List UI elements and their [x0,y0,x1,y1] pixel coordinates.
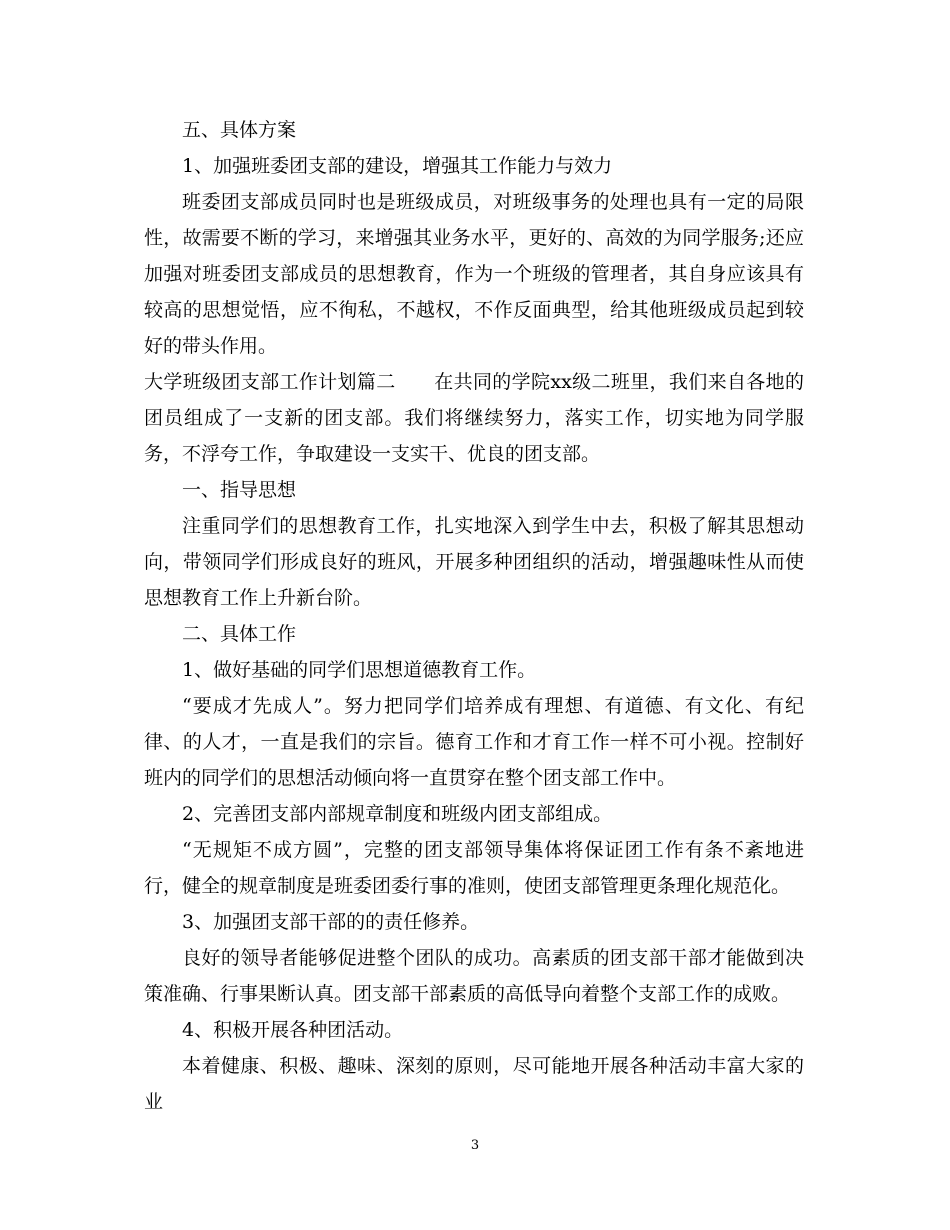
section-heading-guiding-ideology: 一、指导思想 [182,479,297,501]
section-heading-plan: 五、具体方案 [182,119,297,141]
subheading-rules: 2、完善团支部内部规章制度和班级内团支部组成。 [182,803,613,825]
paragraph-guiding-ideology: 注重同学们的思想教育工作，扎实地深入到学生中去，积极了解其思想动向，带领同学们形成良好的班风，开展多种团组织的活动，增强趣味性从而使思想教育工作上升新台阶。 [144,515,804,609]
paragraph-moral-education: “要成才先成人”。努力把同学们培养成有理想、有道德、有文化、有纪律、的人才，一直是我们的宗旨。德育工作和才育工作一样不可小视。控制好班内的同学们的思想活动倾向将一直贯穿在整个团支部工作中。 [144,695,804,789]
subheading-moral-education: 1、做好基础的同学们思想道德教育工作。 [182,659,537,681]
subheading-cadre-responsibility: 3、加强团支部干部的的责任修养。 [182,911,480,933]
document-body [144,112,804,1120]
subheading-activities: 4、积极开展各种团活动。 [182,1019,404,1041]
paragraph-branch-members: 班委团支部成员同时也是班级成员，对班级事务的处理也具有一定的局限性，故需要不断的学习，来增强其业务水平，更好的、高效的为同学服务;还应加强对班委团支部成员的思想教育，作为一个班级的管理者，其自身应该具有较高的思想觉悟，应不徇私，不越权，不作反面典型，给其他班级成员起到较好的带头作用。 [144,191,804,357]
page-number: 3 [470,1138,480,1153]
subheading-strengthen-branch: 1、加强班委团支部的建设，增强其工作能力与效力 [182,155,613,177]
paragraph-activities: 本着健康、积极、趣味、深刻的原则，尽可能地开展各种活动丰富大家的业 [144,1055,804,1113]
paragraph-cadre-responsibility: 良好的领导者能够促进整个团队的成功。高素质的团支部干部才能做到决策准确、行事果断认真。团支部干部素质的高低导向着整个支部工作的成败。 [144,947,804,1005]
paragraph-rules: “无规矩不成方圆”，完整的团支部领导集体将保证团工作有条不紊地进行，健全的规章制度是班委团委行事的准则，使团支部管理更条理化规范化。 [144,839,804,897]
section-heading-specific-work: 二、具体工作 [182,623,297,645]
paragraph-plan-two-intro: 大学班级团支部工作计划篇二 在共同的学院xx级二班里，我们来自各地的团员组成了一支新的团支部。我们将继续努力，落实工作，切实地为同学服务，不浮夸工作，争取建设一支实干、优良的团支部。 [144,371,804,465]
